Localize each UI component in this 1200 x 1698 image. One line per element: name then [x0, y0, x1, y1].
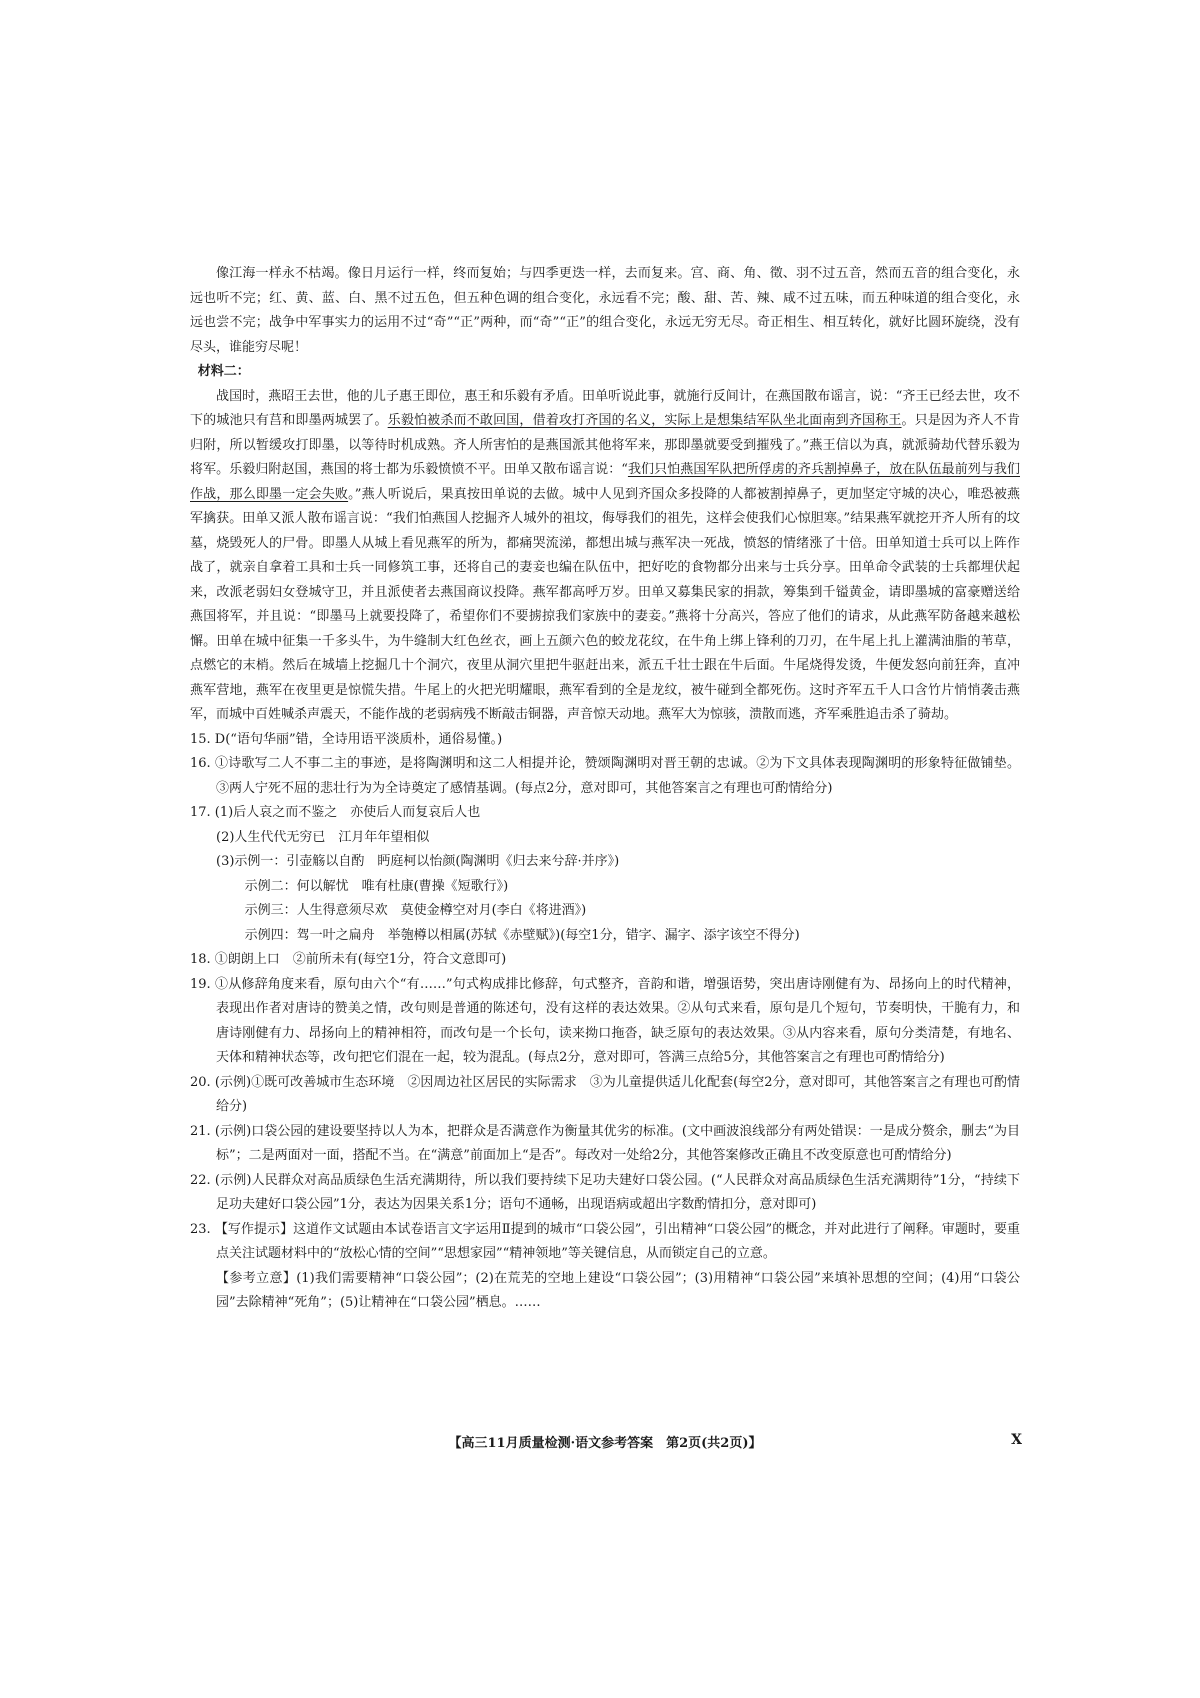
answer-15: 15. D(“语句华丽”错，全诗用语平淡质朴，通俗易懂。) — [190, 731, 503, 747]
answer-17-example-2: 示例二：何以解忧 唯有杜康(曹操《短歌行》) — [244, 878, 509, 894]
material-two-text-1: 战国时，燕昭王去世，他的儿子惠王即位，惠王和乐毅有矛盾。田单听说此事，就施行反间计，在燕国散布谣言，说：“齐王已经去世，攻不下的城池只有莒和即墨两城罢了。 — [190, 388, 1020, 428]
material-two-underlined-2: 我们只怕燕国军队把所俘虏的齐兵割掉鼻子，放在队伍最前列与我们作战，那么即墨一定会失败 — [190, 462, 1020, 502]
answer-17-part-2: (2)人生代代无穷已 江月年年望相似 — [216, 829, 430, 845]
footer-mark: X — [1011, 1432, 1022, 1448]
answer-23-reference-ideas: 【参考立意】(1)我们需要精神“口袋公园”；(2)在荒芜的空地上建设“口袋公园”；(3)用精神“口袋公园”来填补思想的空间；(4)用“口袋公园”去除精神“死角”；(5)让精神在“口袋公园”栖息。…… — [216, 1270, 1020, 1310]
answer-16: 16. ①诗歌写二人不事二主的事迹，是将陶渊明和这二人相提并论，赞颂陶渊明对晋王朝的忠诚。②为下文具体表现陶渊明的形象特征做铺垫。③两人宁死不屈的悲壮行为为全诗奠定了感情基调。(每点2分，意对即可，其他答案言之有理也可酌情给分) — [190, 756, 1020, 796]
answer-23-writing-tip: 23. 【写作提示】这道作文试题由本试卷语言文字运用Ⅱ提到的城市“口袋公园”，引出精神“口袋公园”的概念，并对此进行了阐释。审题时，要重点关注试题材料中的“放松心情的空间”“思想家园”“精神领地”等关键信息，从而锁定自己的立意。 — [190, 1221, 1020, 1261]
material-two-text-2: 。只是因为齐人不肯归附，所以暂缓攻打即墨，以等待时机成熟。齐人所害怕的是燕国派其他将军来，那即墨就要受到摧残了。”燕王信以为真，就派骑劫代替乐毅为将军。乐毅归附赵国，燕国的将士都为乐毅愤愤不平。田单又散布谣言说：“ — [190, 413, 1020, 477]
answer-22: 22. (示例)人民群众对高品质绿色生活充满期待，所以我们要持续下足功夫建好口袋公园。(“人民群众对高品质绿色生活充满期待”1分，“持续下足功夫建好口袋公园”1分，表达为因果关系1分；语句不通畅，出现语病或超出字数酌情扣分，意对即可) — [190, 1172, 1020, 1212]
answer-17-example-3: 示例三：人生得意须尽欢 莫使金樽空对月(李白《将进酒》) — [244, 903, 587, 918]
material-two-heading: 材料二： — [197, 364, 250, 379]
material-one-ending: 像江海一样永不枯竭。像日月运行一样，终而复始；与四季更迭一样，去而复来。宫、商、角、徵、羽不过五音，然而五音的组合变化，永远也听不完；红、黄、蓝、白、黑不过五色，但五种色调的组合变化，永远看不完；酸、甜、苦、辣、咸不过五味，而五种味道的组合变化，永远也尝不完；战争中军事实力的运用不过“奇”“正”两种，而“奇”“正”的组合变化，永远无穷无尽。奇正相生、相互转化，就好比圆环旋绕，没有尽头，谁能穷尽呢！ — [190, 266, 1020, 355]
page-footer — [190, 1432, 1020, 1456]
answer-20: 20. (示例)①既可改善城市生态环境 ②因周边社区居民的实际需求 ③为儿童提供适儿化配套(每空2分，意对即可，其他答案言之有理也可酌情给分) — [190, 1074, 1020, 1114]
answer-content — [190, 262, 1020, 1316]
material-two-text-3: 。”燕人听说后，果真按田单说的去做。城中人见到齐国众多投降的人都被割掉鼻子，更加坚定守城的决心，唯恐被燕军擒获。田单又派人散布谣言说：“我们怕燕国人挖掘齐人城外的祖坟，侮辱我们的祖先，这样会使我们心惊胆寒。”结果燕军就挖开齐人所有的坟墓，烧毁死人的尸骨。即墨人从城上看见燕军的所为，都痛哭流涕，都想出城与燕军决一死战，愤怒的情绪涨了十倍。田单知道士兵可以上阵作战了，就亲自拿着工具和士兵一同修筑工事，还将自己的妻妾也编在队伍中，把好吃的食物都分出来与士兵分享。田单命令武装的士兵都埋伏起来，改派老弱妇女登城守卫，并且派使者去燕国商议投降。燕军都高呼万岁。田单又募集民家的捐款，筹集到千镒黄金，请即墨城的富豪赠送给燕国将军，并且说：“即墨马上就要投降了，希望你们不要掳掠我们家族中的妻妾。”燕将十分高兴，答应了他们的请求，从此燕军防备越来越松懈。田单在城中征集一千多头牛，为牛缝制大红色丝衣，画上五颜六色的蛟龙花纹，在牛角上绑上锋利的刀刃，在牛尾上扎上灌满油脂的苇草，点燃它的末梢。然后在城墙上挖掘几十个洞穴，夜里从洞穴里把牛驱赶出来，派五千壮士跟在牛后面。牛尾烧得发烫，牛便发怒向前狂奔，直冲燕军营地，燕军在夜里更是惊慌失措。牛尾上的火把光明耀眼，燕军看到的全是龙纹，被牛碰到全都死伤。这时齐军五千人口含竹片悄悄袭击燕军，而城中百姓喊杀声震天，不能作战的老弱病残不断敲击铜器，声音惊天动地。燕军大为惊骇，溃散而逃，齐军乘胜追击杀了骑劫。 — [190, 486, 1020, 722]
footer-label: 【高三11月质量检测·语文参考答案 第2页(共2页)】 — [448, 1436, 762, 1451]
answer-17-part-3: (3)示例一：引壶觞以自酌 眄庭柯以怡颜(陶渊明《归去来兮辞·并序》) — [216, 854, 620, 869]
answer-17-part-1: 17. (1)后人哀之而不鉴之 亦使后人而复哀后人也 — [190, 805, 481, 820]
answer-21: 21. (示例)口袋公园的建设要坚持以人为本，把群众是否满意作为衡量其优劣的标准。(文中画波浪线部分有两处错误：一是成分赘余，删去“为目标”；二是两面对一面，搭配不当。在“满意”前面加上“是否”。每改对一处给2分，其他答案修改正确且不改变原意也可酌情给分) — [190, 1123, 1020, 1163]
material-two-translation — [190, 385, 1020, 728]
material-two-underlined-1: 乐毅怕被杀而不敢回国，借着攻打齐国的名义，实际上是想集结军队坐北面南到齐国称王 — [387, 413, 902, 428]
answer-19: 19. ①从修辞角度来看，原句由六个“有……”句式构成排比修辞，句式整齐，音韵和谐，增强语势，突出唐诗刚健有为、昂扬向上的时代精神，表现出作者对唐诗的赞美之情，改句则是普通的陈述句，没有这样的表达效果。②从句式来看，原句是几个短句，节奏明快，干脆有力，和唐诗刚健有力、昂扬向上的精神相符，而改句是一个长句，读来拗口拖沓，缺乏原句的表达效果。③从内容来看，原句分类清楚，有地名、天体和精神状态等，改句把它们混在一起，较为混乱。(每点2分，意对即可，答满三点给5分，其他答案言之有理也可酌情给分) — [190, 976, 1020, 1065]
answer-17-example-4: 示例四：驾一叶之扁舟 举匏樽以相属(苏轼《赤壁赋》)(每空1分，错字、漏字、添字该空不得分) — [244, 927, 800, 943]
answer-18: 18. ①朗朗上口 ②前所未有(每空1分，符合文意即可) — [190, 952, 507, 967]
